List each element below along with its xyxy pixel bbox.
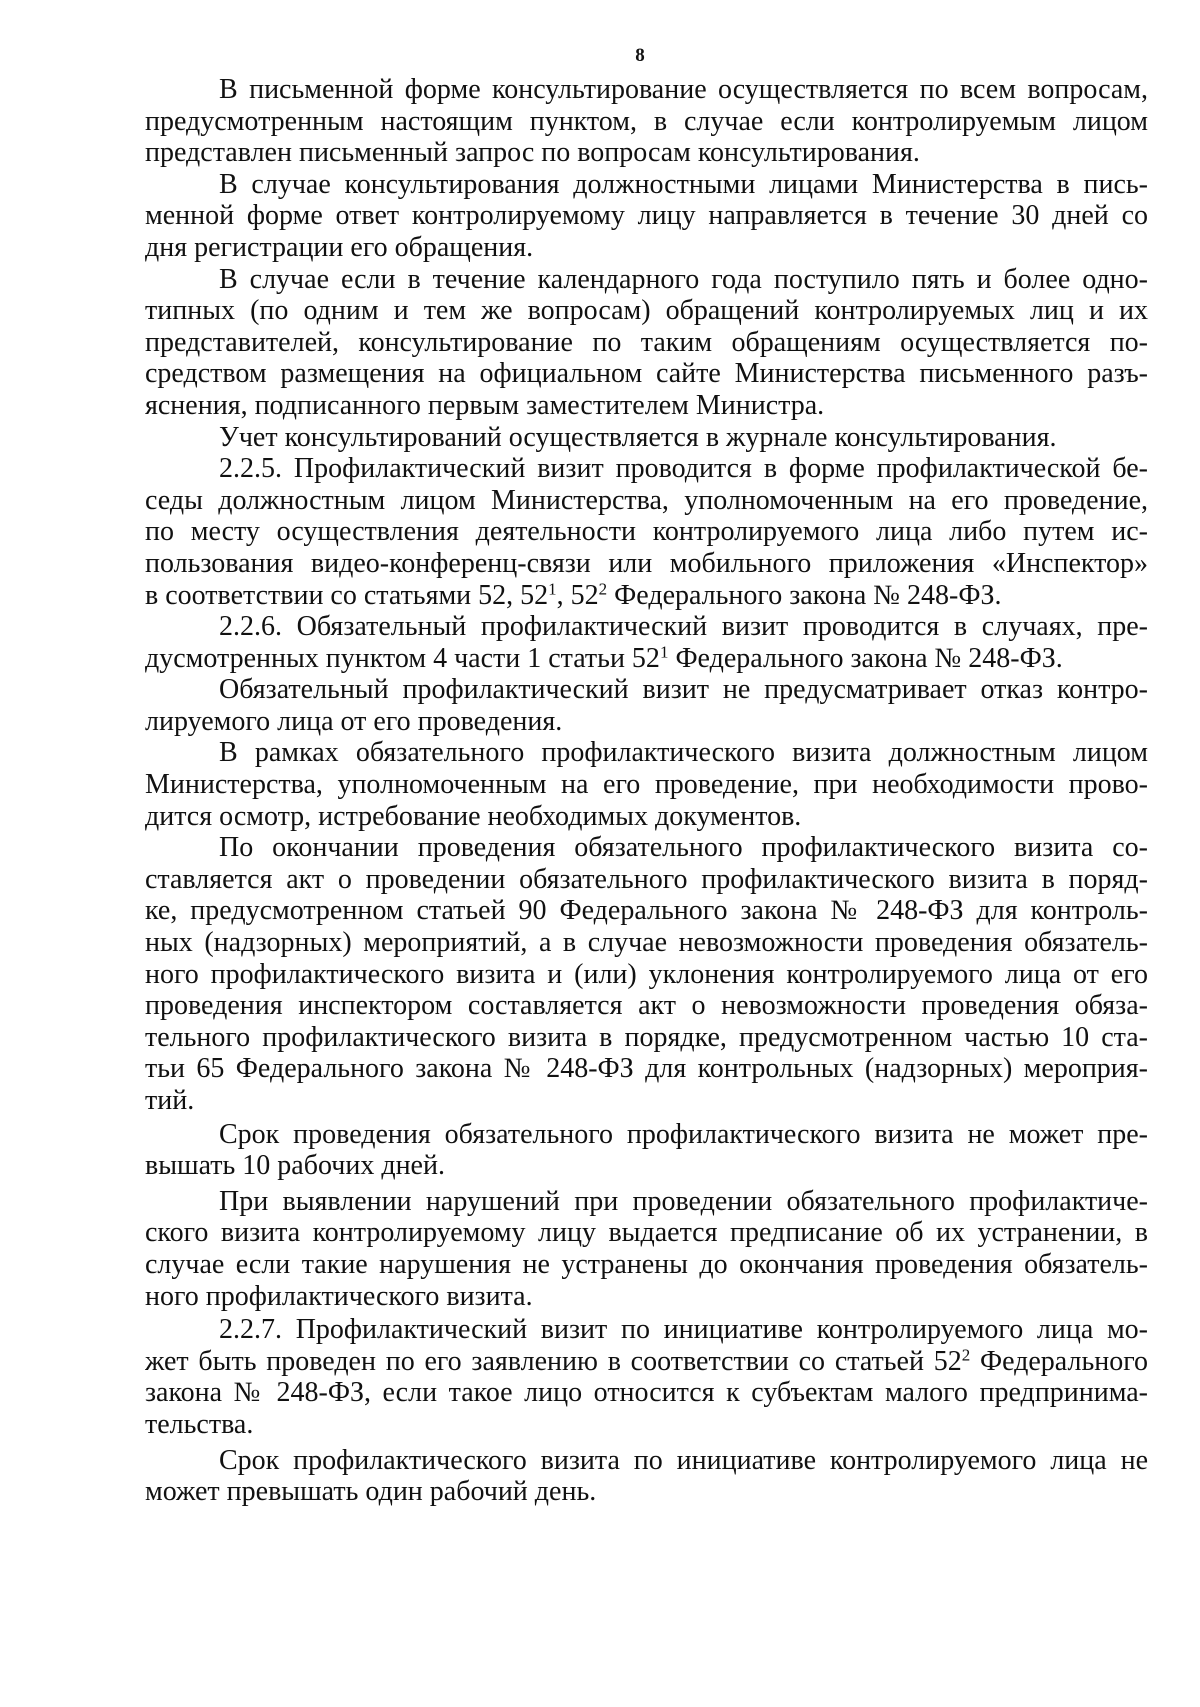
- paragraph: [145, 169, 1148, 264]
- text-line: По окончании проведения обязательного профилактического визита со-: [219, 832, 1148, 864]
- paragraph: [145, 1186, 1148, 1312]
- document-body: [145, 74, 1148, 1508]
- paragraph: [145, 422, 1148, 454]
- paragraph: [145, 74, 1148, 169]
- text-line: Обязательный профилактический визит не предусматривает отказ контро-: [219, 674, 1148, 706]
- text-line: ного профилактического визита.: [145, 1280, 533, 1312]
- paragraph: [145, 453, 1148, 611]
- paragraph: [145, 1119, 1148, 1182]
- text-line: ного профилактического визита и (или) уклонения контролируемого лица от его: [145, 958, 1148, 990]
- text-line: по месту осуществления деятельности контролируемого лица либо путем ис-: [145, 516, 1148, 548]
- text-line: предусмотренным настоящим пунктом, в случае если контролируемым лицом: [145, 105, 1148, 137]
- text-line: жет быть проведен по его заявлению в соответствии со статьей $52^2$ Федерального: [145, 1345, 1148, 1377]
- text-line: Срок проведения обязательного профилактического визита не может пре-: [219, 1118, 1148, 1150]
- text-line: дня регистрации его обращения.: [145, 231, 534, 263]
- paragraph: [145, 1314, 1148, 1440]
- text-line: яснения, подписанного первым заместителем Министра.: [145, 389, 825, 421]
- text-line: В случае консультирования должностными лицами Министерства в пись-: [219, 168, 1148, 200]
- text-line: тельного профилактического визита в порядке, предусмотренном частью 10 ста-: [145, 1021, 1148, 1053]
- page-number: 8: [635, 45, 645, 66]
- text-line: 2.2.7. Профилактический визит по инициативе контролируемого лица мо-: [219, 1314, 1148, 1346]
- text-line: 2.2.6. Обязательный профилактический визит проводится в случаях, пре-: [219, 611, 1148, 643]
- text-line: дится осмотр, истребование необходимых документов.: [145, 800, 802, 832]
- paragraph: [145, 264, 1148, 422]
- text-line: ных (надзорных) мероприятий, а в случае невозможности проведения обязатель-: [145, 927, 1148, 959]
- text-line: 2.2.5. Профилактический визит проводится в форме профилактической бе-: [219, 453, 1148, 485]
- text-line: тельства.: [145, 1408, 254, 1440]
- text-line: случае если такие нарушения не устранены до окончания проведения обязатель-: [145, 1248, 1148, 1280]
- text-line: В рамках обязательного профилактического визита должностным лицом: [219, 737, 1148, 769]
- text-line: может превышать один рабочий день.: [145, 1476, 597, 1508]
- text-line: типных (по одним и тем же вопросам) обращений контролируемых лиц и их: [145, 295, 1148, 327]
- text-line: В письменной форме консультирование осуществляется по всем вопросам,: [219, 74, 1148, 105]
- text-line: тьи 65 Федерального закона № 248-ФЗ для контрольных (надзорных) мероприя-: [145, 1053, 1148, 1085]
- text-line: Министерства, уполномоченным на его проведение, при необходимости прово-: [145, 769, 1148, 801]
- text-line: представителей, консультирование по таким обращениям осуществляется по-: [145, 326, 1148, 358]
- paragraph: [145, 674, 1148, 737]
- text-line: закона № 248-ФЗ, если такое лицо относится к субъектам малого предпринима-: [145, 1377, 1148, 1409]
- text-line: лируемого лица от его проведения.: [145, 705, 563, 737]
- text-line: седы должностным лицом Министерства, уполномоченным на его проведение,: [145, 484, 1148, 516]
- text-line: При выявлении нарушений при проведении обязательного профилактиче-: [219, 1185, 1148, 1217]
- text-line: Учет консультирований осуществляется в журнале консультирования.: [219, 421, 1057, 453]
- text-line: ского визита контролируемому лицу выдается предписание об их устранении, в: [145, 1217, 1148, 1249]
- text-line: дусмотренных пунктом 4 части 1 статьи $52^1$ Федерального закона № 248-ФЗ.: [145, 642, 1063, 674]
- text-line: ставляется акт о проведении обязательного профилактического визита в поряд-: [145, 863, 1148, 895]
- text-line: представлен письменный запрос по вопросам консультирования.: [145, 137, 920, 169]
- text-line: Срок профилактического визита по инициативе контролируемого лица не: [219, 1444, 1148, 1476]
- paragraph: [145, 1445, 1148, 1508]
- text-line: в соответствии со статьями 52, $52^1$, $52^2$ Федерального закона № 248-ФЗ.: [145, 579, 1002, 611]
- text-line: проведения инспектором составляется акт о невозможности проведения обяза-: [145, 990, 1148, 1022]
- text-line: В случае если в течение календарного года поступило пять и более одно-: [219, 263, 1148, 295]
- paragraph: [145, 737, 1148, 832]
- paragraph: [145, 611, 1148, 674]
- text-line: средством размещения на официальном сайте Министерства письменного разъ-: [145, 358, 1148, 390]
- text-line: пользования видео-конференц-связи или мобильного приложения «Инспектор»: [145, 547, 1148, 579]
- paragraph: [145, 832, 1148, 1116]
- text-line: вышать 10 рабочих дней.: [145, 1150, 445, 1182]
- text-line: тий.: [145, 1085, 195, 1116]
- text-line: ке, предусмотренном статьей 90 Федерального закона № 248-ФЗ для контроль-: [145, 895, 1148, 927]
- text-line: менной форме ответ контролируемому лицу направляется в течение 30 дней со: [145, 200, 1148, 232]
